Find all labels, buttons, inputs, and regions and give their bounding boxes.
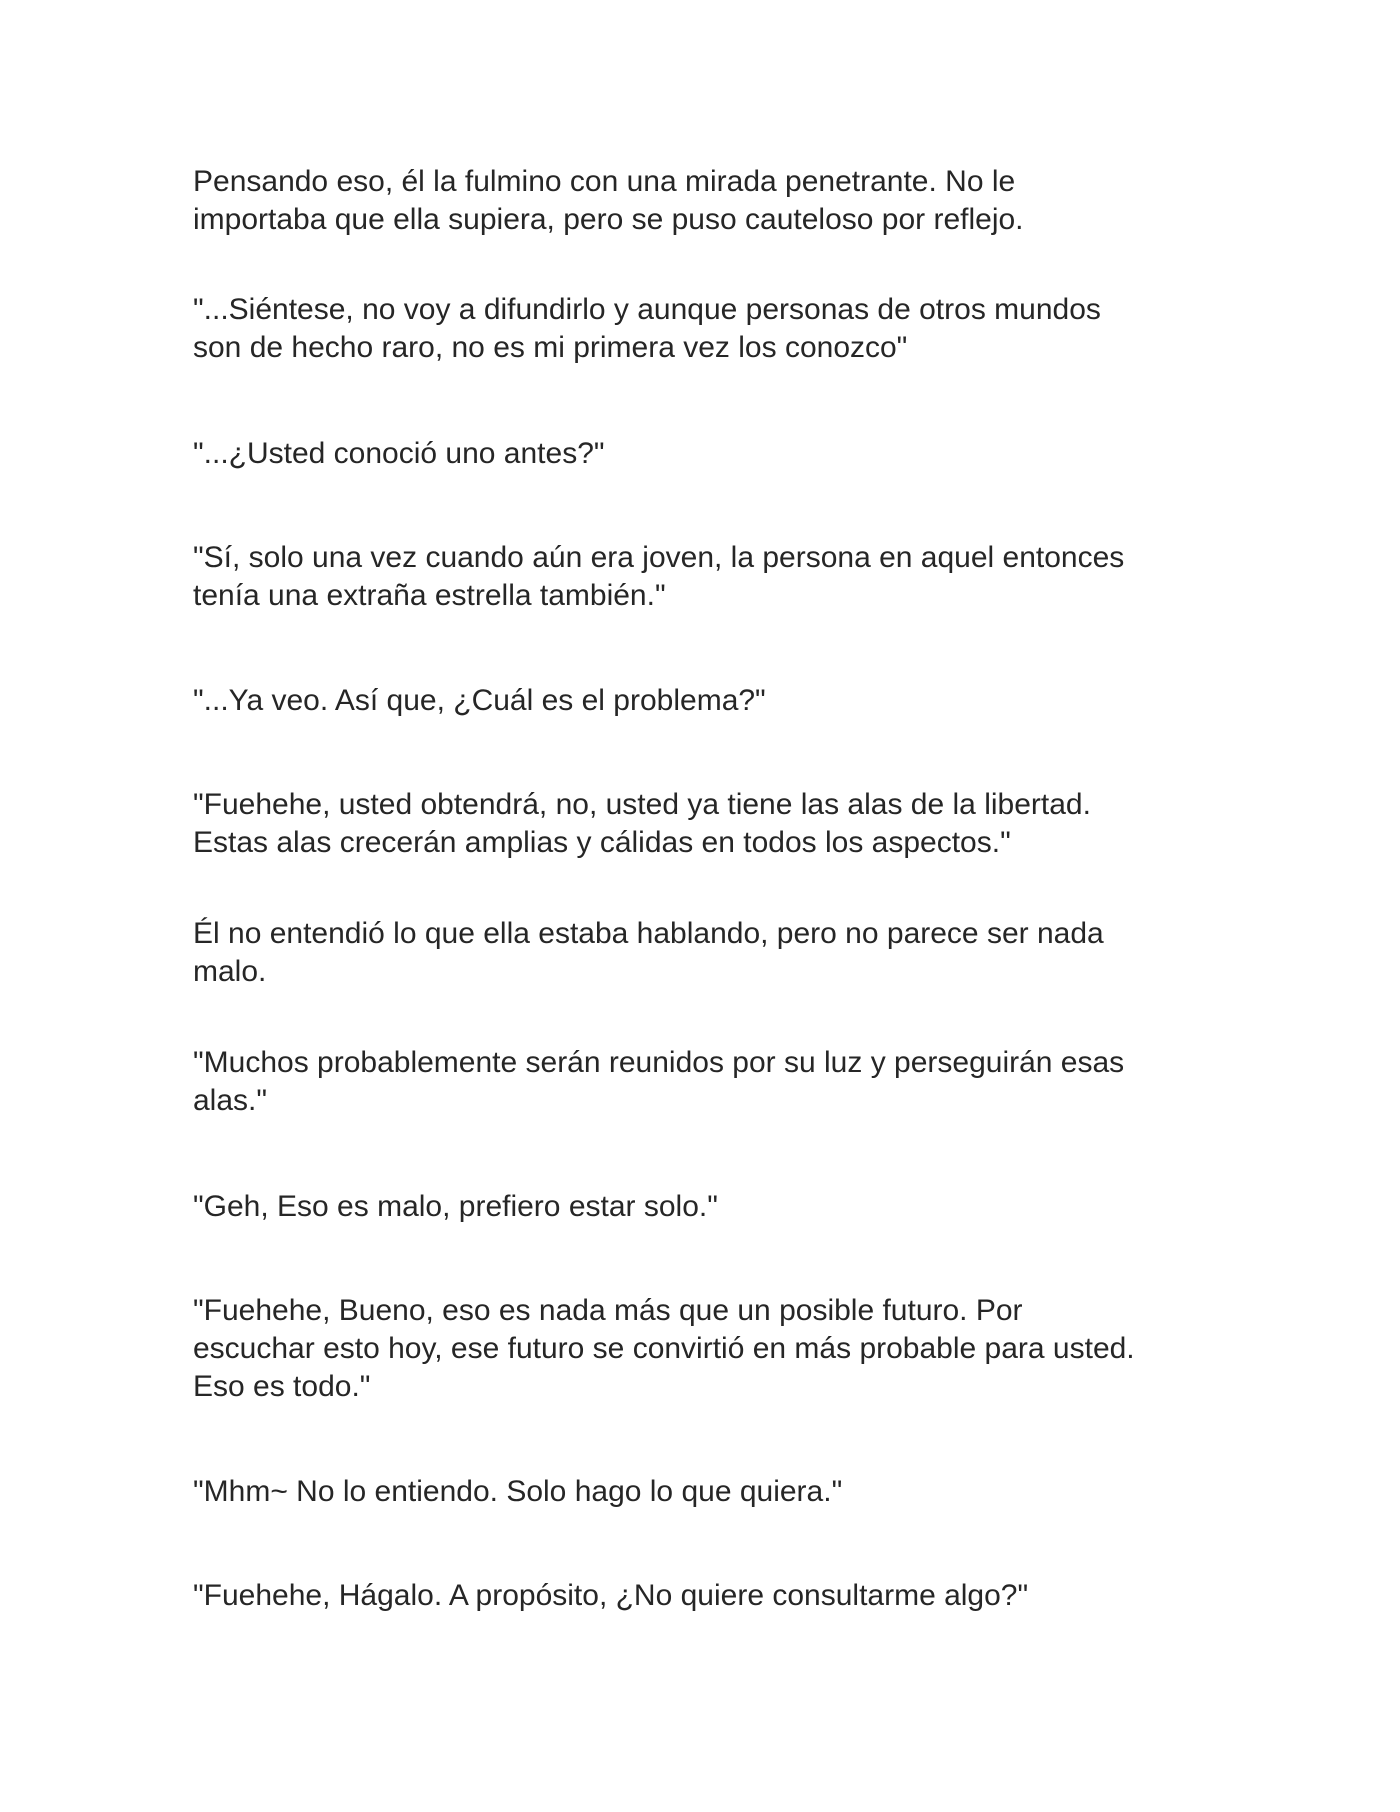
paragraph-2 bbox=[193, 291, 1233, 367]
paragraph-3 bbox=[193, 435, 1233, 473]
paragraph-line: "Fuehehe, usted obtendrá, no, usted ya tiene las alas de la libertad. bbox=[193, 788, 1091, 821]
paragraph-line: Pensando eso, él la fulmino con una mirada penetrante. No le bbox=[193, 165, 1016, 198]
paragraph-line: "...Siéntese, no voy a difundirlo y aunque personas de otros mundos bbox=[193, 293, 1101, 326]
paragraph-line: "...¿Usted conoció uno antes?" bbox=[193, 437, 605, 470]
paragraph-line: "Sí, solo una vez cuando aún era joven, la persona en aquel entonces bbox=[193, 541, 1125, 574]
paragraph-line: malo. bbox=[193, 955, 267, 988]
paragraph-line: "Geh, Eso es malo, prefiero estar solo." bbox=[193, 1190, 718, 1223]
paragraph-4 bbox=[193, 539, 1233, 615]
paragraph-6 bbox=[193, 786, 1233, 862]
paragraph-line: "Mhm~ No lo entiendo. Solo hago lo que quiera." bbox=[193, 1475, 843, 1508]
paragraph-line: Estas alas crecerán amplias y cálidas en todos los aspectos." bbox=[193, 826, 1011, 859]
paragraph-line: importaba que ella supiera, pero se puso cauteloso por reflejo. bbox=[193, 203, 1024, 236]
paragraph-1 bbox=[193, 163, 1233, 239]
paragraph-5 bbox=[193, 682, 1233, 720]
paragraph-7 bbox=[193, 915, 1233, 991]
paragraph-line: "...Ya veo. Así que, ¿Cuál es el problema?" bbox=[193, 684, 766, 717]
paragraph-line: son de hecho raro, no es mi primera vez los conozco" bbox=[193, 331, 908, 364]
paragraph-12 bbox=[193, 1577, 1233, 1615]
paragraph-line: "Muchos probablemente serán reunidos por su luz y perseguirán esas bbox=[193, 1046, 1125, 1079]
paragraph-line: "Fuehehe, Hágalo. A propósito, ¿No quiere consultarme algo?" bbox=[193, 1579, 1029, 1612]
paragraph-line: tenía una extraña estrella también." bbox=[193, 579, 666, 612]
paragraph-line: escuchar esto hoy, ese futuro se convirtió en más probable para usted. bbox=[193, 1332, 1135, 1365]
paragraph-line: Eso es todo." bbox=[193, 1370, 371, 1403]
paragraph-11 bbox=[193, 1473, 1233, 1511]
paragraph-8 bbox=[193, 1044, 1233, 1120]
paragraph-9 bbox=[193, 1188, 1233, 1226]
paragraph-10 bbox=[193, 1292, 1233, 1406]
paragraph-line: Él no entendió lo que ella estaba hablando, pero no parece ser nada bbox=[193, 917, 1104, 950]
paragraph-line: alas." bbox=[193, 1084, 268, 1117]
paragraph-line: "Fuehehe, Bueno, eso es nada más que un posible futuro. Por bbox=[193, 1294, 1023, 1327]
